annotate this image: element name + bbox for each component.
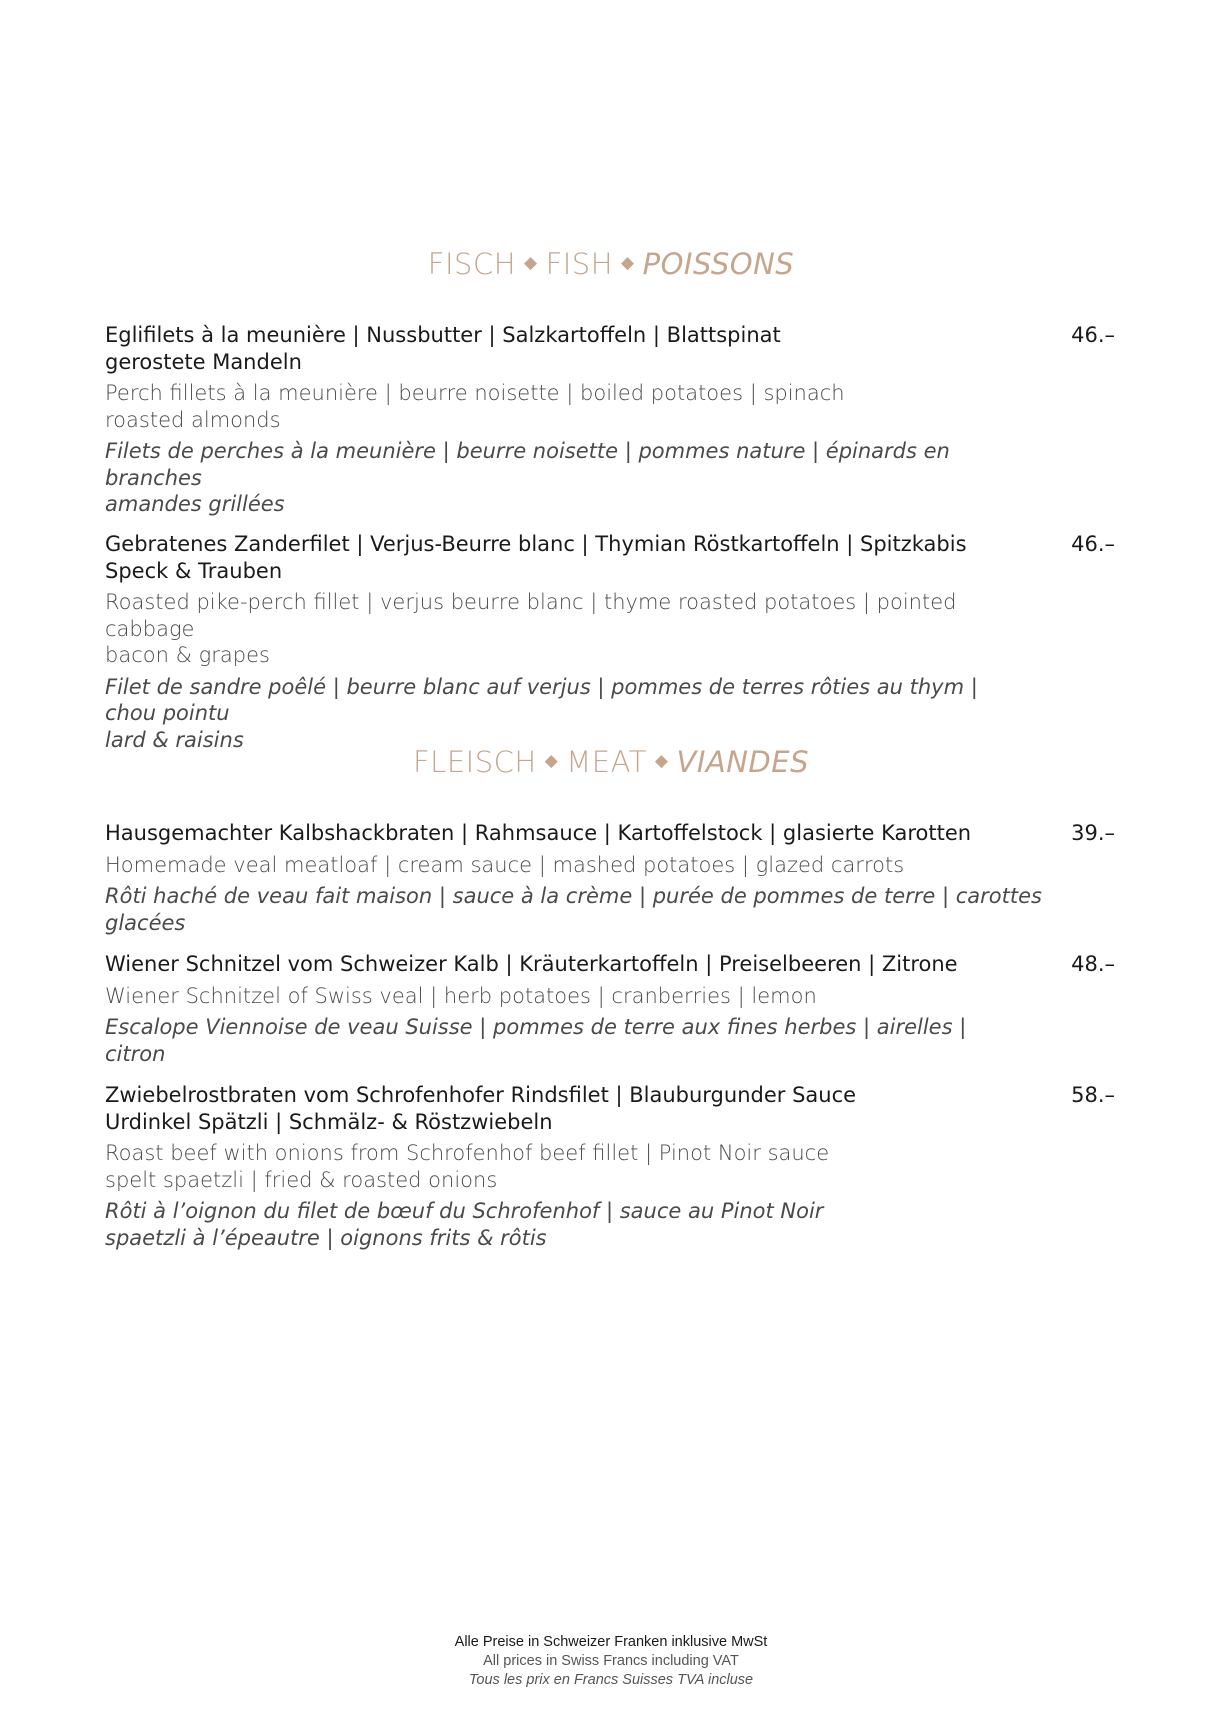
dish-description-fr: Filet de sandre poêlé | beurre blanc auf verjus | pommes de terres rôties au thym | chou pointu lard & raisins (105, 674, 978, 752)
menu-item-perch (105, 322, 1115, 518)
menu-item-wiener-schnitzel (105, 951, 1115, 1067)
section-title-meat (0, 745, 1222, 779)
section-title-en: FISH (545, 247, 614, 281)
dish-description-en: Perch fillets à la meunière | beurre noisette | boiled potatoes | spinach roasted almonds (105, 381, 845, 432)
section-title-fr: VIANDES (676, 745, 809, 779)
menu-item-pike-perch (105, 531, 1115, 753)
dish-description-en: Roast beef with onions from Schrofenhof beef fillet | Pinot Noir sauce spelt spaetzli | fried & roasted onions (105, 1141, 830, 1192)
dish-description-en: Wiener Schnitzel of Swiss veal | herb potatoes | cranberries | lemon (105, 983, 817, 1008)
section-title-fr: POISSONS (642, 247, 795, 281)
diamond-separator-icon: ◆ (524, 253, 538, 273)
section-title-fish (0, 247, 1222, 281)
dish-price: 58.– (1071, 1083, 1115, 1107)
dish-description-en: Homemade veal meatloaf | cream sauce | mashed potatoes | glazed carrots (105, 852, 905, 877)
menu-item-zwiebelrostbraten (105, 1082, 1115, 1251)
footer-note-de: Alle Preise in Schweizer Franken inklusive MwSt (454, 1634, 768, 1650)
dish-description-fr: Rôti à l’oignon du filet de bœuf du Schrofenhof | sauce au Pinot Noir spaetzli à l’épeautre | oignons frits & rôtis (105, 1199, 824, 1250)
dish-price: 39.– (1071, 821, 1115, 845)
dish-name-de: Hausgemachter Kalbshackbraten | Rahmsauce | Kartoffelstock | glasierte Karotten (105, 821, 972, 845)
dish-name-de: Zwiebelrostbraten vom Schrofenhofer Rindsfilet | Blauburgunder Sauce Urdinkel Spätzli | Schmälz- & Röstzwiebeln (105, 1083, 857, 1134)
dish-description-fr: Rôti haché de veau fait maison | sauce à la crème | purée de pommes de terre | carottes glacées (105, 884, 1042, 935)
dish-description-en: Roasted pike-perch fillet | verjus beurre blanc | thyme roasted potatoes | pointed cabbage bacon & grapes (105, 590, 957, 667)
footer-note-en: All prices in Swiss Francs including VAT (483, 1653, 739, 1669)
dish-price: 46.– (1071, 323, 1115, 347)
dish-description-fr: Escalope Viennoise de veau Suisse | pommes de terre aux fines herbes | airelles | citron (105, 1015, 967, 1066)
menu-item-veal-meatloaf (105, 820, 1115, 936)
diamond-separator-icon: ◆ (544, 751, 559, 771)
footer-note-fr: Tous les prix en Francs Suisses TVA incluse (468, 1672, 754, 1688)
diamond-separator-icon: ◆ (621, 253, 635, 273)
dish-description-fr: Filets de perches à la meunière | beurre noisette | pommes nature | épinards en branches amandes grillées (105, 439, 950, 516)
dish-name-de: Wiener Schnitzel vom Schweizer Kalb | Kräuterkartoffeln | Preiselbeeren | Zitrone (105, 952, 958, 976)
dish-name-de: Eglifilets à la meunière | Nussbutter | Salzkartoffeln | Blattspinat gerostete Mandeln (105, 323, 781, 374)
price-footer (0, 1633, 1222, 1690)
dish-price: 48.– (1071, 952, 1115, 976)
dish-name-de: Gebratenes Zanderfilet | Verjus-Beurre blanc | Thymian Röstkartoffeln | Spitzkabis Speck & Trauben (105, 532, 967, 583)
section-title-de: FLEISCH (413, 745, 537, 779)
section-title-en: MEAT (566, 745, 647, 779)
dish-price: 46.– (1071, 532, 1115, 556)
section-title-de: FISCH (427, 247, 516, 281)
diamond-separator-icon: ◆ (654, 751, 669, 771)
